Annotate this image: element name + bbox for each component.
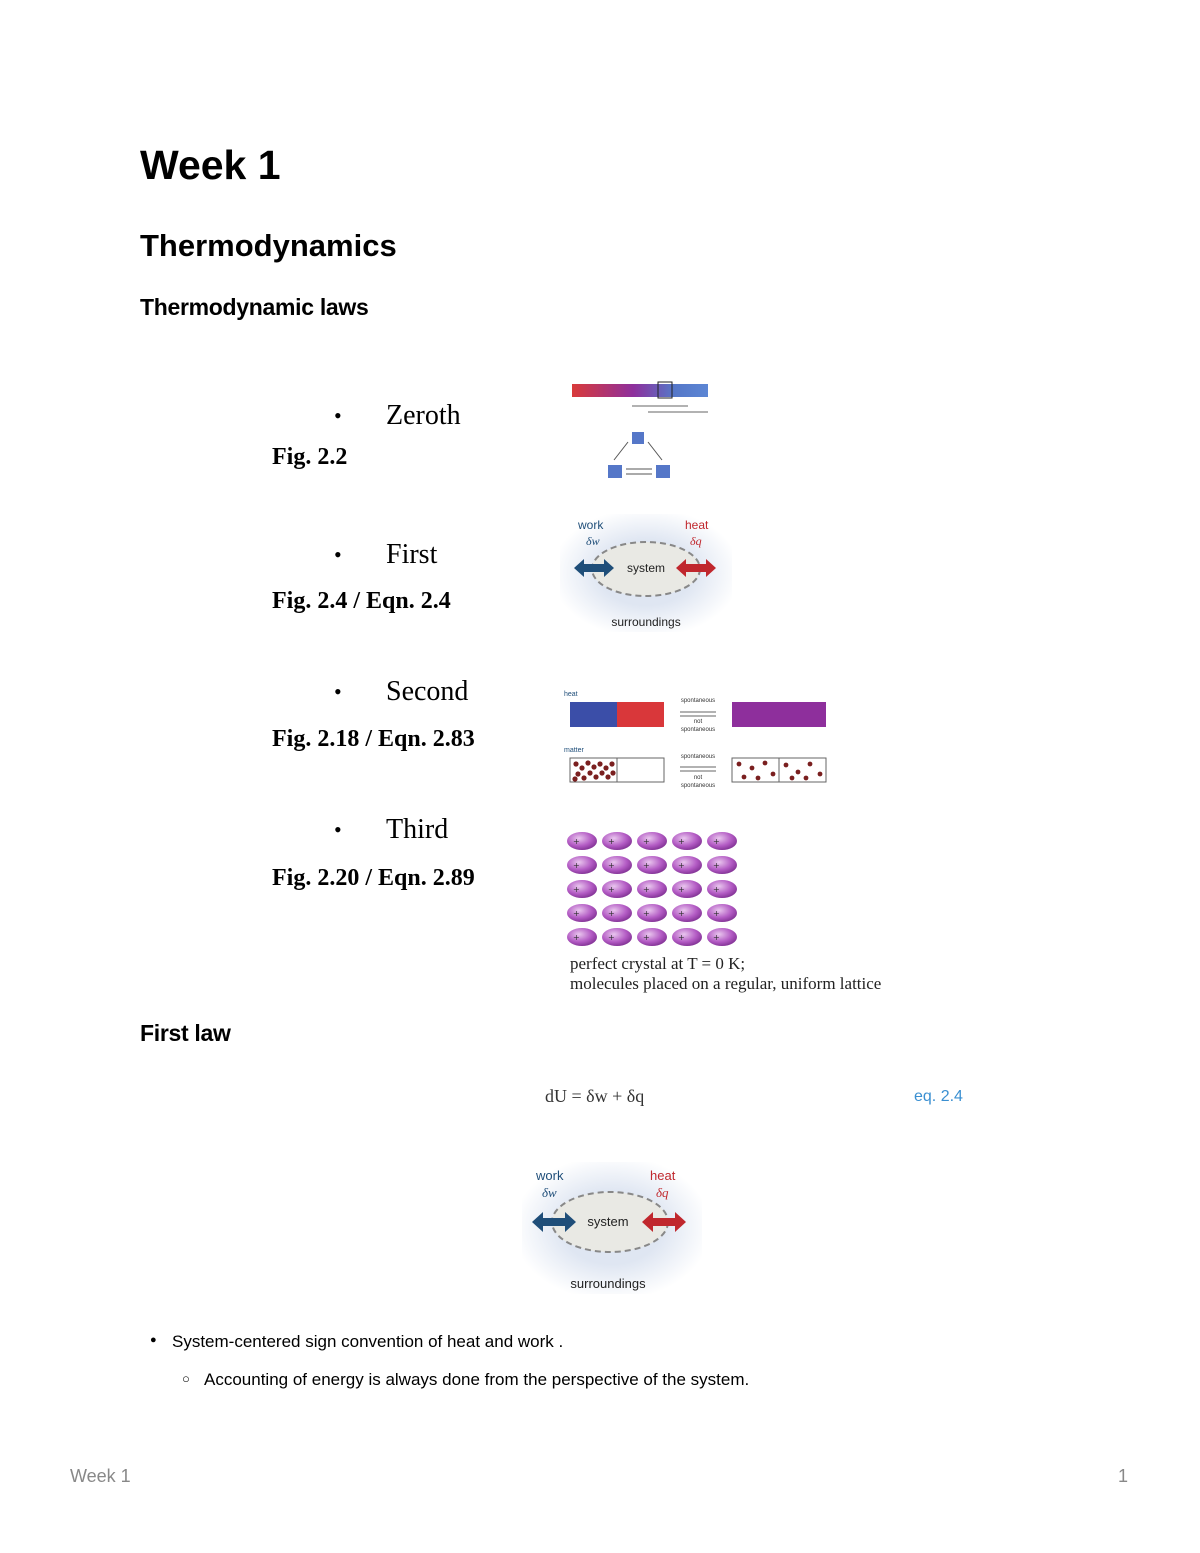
charge-mark: + xyxy=(643,837,650,846)
equilibrium-link xyxy=(648,442,662,460)
charge-mark: + xyxy=(643,909,650,918)
molecule xyxy=(707,856,737,874)
law-first: First xyxy=(386,539,438,570)
law-zeroth-ref: Fig. 2.2 xyxy=(272,444,348,470)
charge-mark: + xyxy=(713,933,720,942)
molecule-lattice xyxy=(567,832,737,946)
system-diagram-large xyxy=(522,1162,702,1294)
hot-block xyxy=(617,702,664,727)
molecule xyxy=(707,832,737,850)
system-a xyxy=(632,432,644,444)
molecule xyxy=(602,880,632,898)
law-second: Second xyxy=(386,676,469,707)
molecule xyxy=(707,904,737,922)
bullet: • xyxy=(334,403,342,428)
charge-mark: + xyxy=(713,861,720,870)
spontaneous-label: spontaneous xyxy=(680,754,716,760)
work-label: work xyxy=(536,1168,564,1183)
system-b xyxy=(608,465,622,478)
molecule xyxy=(672,880,702,898)
sub-bullet-list xyxy=(182,1370,749,1390)
section-heading: Thermodynamics xyxy=(140,228,397,263)
system-label: system xyxy=(587,1214,629,1229)
work-symbol: δw xyxy=(542,1185,557,1200)
molecule xyxy=(567,832,597,850)
heat-symbol: δq xyxy=(690,534,702,548)
charge-mark: + xyxy=(643,861,650,870)
system-c xyxy=(656,465,670,478)
charge-mark: + xyxy=(678,909,685,918)
first-law-equation: dU = δw + δq xyxy=(545,1086,645,1106)
not-label: not xyxy=(693,775,703,781)
charge-mark: + xyxy=(573,885,580,894)
molecule xyxy=(567,880,597,898)
heat-label: heat xyxy=(685,518,709,532)
charge-mark: + xyxy=(573,837,580,846)
charge-mark: + xyxy=(678,861,685,870)
first-law-heading: First law xyxy=(140,1020,231,1046)
page-number: 1 xyxy=(1118,1466,1129,1486)
molecule xyxy=(637,928,667,946)
spontaneous-label: spontaneous xyxy=(680,727,716,733)
matter-label: matter xyxy=(564,747,584,754)
system-label: system xyxy=(626,561,666,575)
molecule xyxy=(602,904,632,922)
charge-mark: + xyxy=(573,909,580,918)
spontaneous-label: spontaneous xyxy=(680,698,716,704)
charge-mark: + xyxy=(643,885,650,894)
charge-mark: + xyxy=(713,885,720,894)
charge-mark: + xyxy=(678,885,685,894)
molecule xyxy=(567,904,597,922)
charge-mark: + xyxy=(608,909,615,918)
molecule xyxy=(672,832,702,850)
not-label: not xyxy=(693,719,703,725)
molecule xyxy=(707,880,737,898)
spontaneous-label: spontaneous xyxy=(680,783,716,789)
bullet: • xyxy=(334,679,342,704)
molecule xyxy=(672,856,702,874)
molecule xyxy=(637,880,667,898)
footer-title: Week 1 xyxy=(70,1466,131,1486)
work-label: work xyxy=(578,518,604,532)
subsection-heading: Thermodynamic laws xyxy=(140,294,369,320)
heat-label: heat xyxy=(564,691,578,698)
charge-mark: + xyxy=(573,933,580,942)
bullet: • xyxy=(334,817,342,842)
charge-mark: + xyxy=(678,837,685,846)
molecule xyxy=(637,832,667,850)
thermal-bar xyxy=(572,384,708,397)
surroundings-label: surroundings xyxy=(570,1276,646,1291)
law-third-ref: Fig. 2.20 / Eqn. 2.89 xyxy=(272,865,475,891)
law-zeroth: Zeroth xyxy=(386,400,461,431)
page-title: Week 1 xyxy=(140,142,281,188)
molecule xyxy=(602,856,632,874)
cold-block xyxy=(570,702,617,727)
second-law-figure xyxy=(562,688,832,792)
third-law-caption-line1: perfect crystal at T = 0 K; xyxy=(570,954,746,973)
mixed-block xyxy=(732,702,826,727)
charge-mark: + xyxy=(608,837,615,846)
surroundings-label: surroundings xyxy=(611,615,681,629)
list-item: ○ Accounting of energy is always done from the perspective of the system. xyxy=(182,1370,749,1390)
molecule xyxy=(707,928,737,946)
bullet: • xyxy=(334,542,342,567)
law-third: Third xyxy=(386,814,449,845)
law-first-ref: Fig. 2.4 / Eqn. 2.4 xyxy=(272,588,451,614)
charge-mark: + xyxy=(643,933,650,942)
work-symbol: δw xyxy=(586,534,600,548)
law-second-ref: Fig. 2.18 / Eqn. 2.83 xyxy=(272,726,475,752)
equilibrium-link xyxy=(614,442,628,460)
zeroth-law-figure xyxy=(562,376,712,482)
molecule xyxy=(637,904,667,922)
list-item: ● System-centered sign convention of heat and work . xyxy=(150,1332,563,1352)
molecule xyxy=(567,928,597,946)
molecule xyxy=(672,928,702,946)
molecule xyxy=(602,832,632,850)
third-law-caption-line2: molecules placed on a regular, uniform lattice xyxy=(570,974,882,993)
third-law-lattice xyxy=(564,828,744,950)
molecule xyxy=(672,904,702,922)
heat-symbol: δq xyxy=(656,1185,669,1200)
charge-mark: + xyxy=(608,885,615,894)
molecule xyxy=(567,856,597,874)
charge-mark: + xyxy=(608,861,615,870)
charge-mark: + xyxy=(608,933,615,942)
charge-mark: + xyxy=(573,861,580,870)
molecule xyxy=(602,928,632,946)
system-diagram-small xyxy=(560,514,732,632)
molecule xyxy=(637,856,667,874)
charge-mark: + xyxy=(678,933,685,942)
equation-ref: eq. 2.4 xyxy=(914,1088,963,1105)
heat-label: heat xyxy=(650,1168,676,1183)
charge-mark: + xyxy=(713,909,720,918)
charge-mark: + xyxy=(713,837,720,846)
bullet-list xyxy=(150,1332,563,1352)
